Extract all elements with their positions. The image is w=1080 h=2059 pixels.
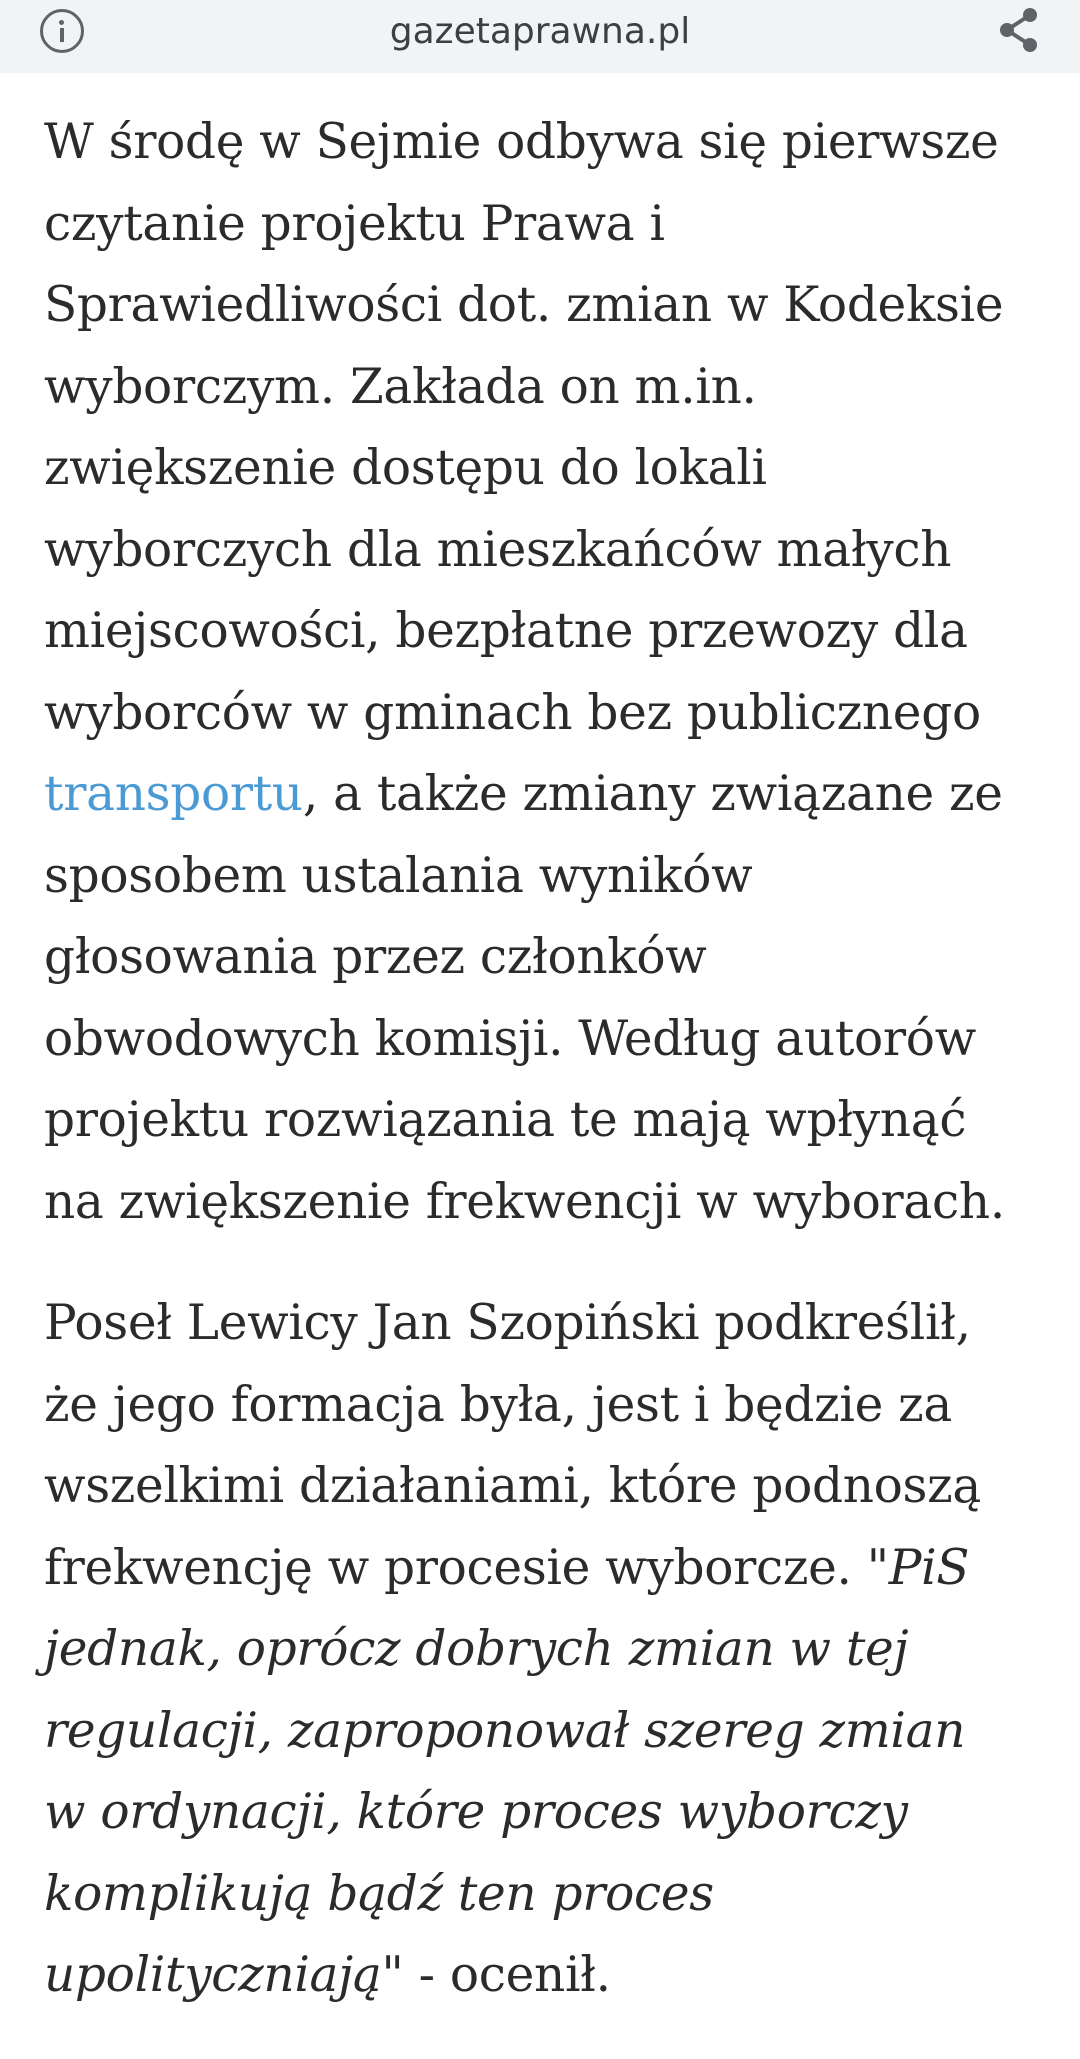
article-body: [44, 102, 1044, 2017]
article-paragraph-1: [44, 102, 1044, 1243]
page-domain[interactable]: gazetaprawna.pl: [389, 11, 691, 52]
share-icon[interactable]: [994, 2, 1046, 58]
text-line: czytanie projektu Prawa i: [44, 195, 665, 252]
article-paragraph-2: [44, 1283, 1044, 2017]
text-line: sposobem ustalania wyników: [44, 847, 753, 904]
quote-line: regulacji, zaproponował szereg zmian: [44, 1702, 966, 1759]
text-line: Poseł Lewicy Jan Szopiński podkreślił,: [44, 1295, 971, 1351]
browser-toolbar: [0, 0, 1080, 73]
text-line: że jego formacja była, jest i będzie za: [44, 1376, 952, 1433]
text-fragment: , a także zmiany związane ze: [302, 766, 1003, 822]
text-line: [44, 1935, 1044, 2017]
quote-fragment: upolityczniają: [44, 1947, 382, 2003]
text-line: obwodowych komisji. Według autorów: [44, 1010, 976, 1067]
text-line: [44, 1528, 1044, 1610]
text-line: wszelkimi działaniami, które podnoszą: [44, 1458, 982, 1514]
quote-line: jednak, oprócz dobrych zmian w tej: [44, 1621, 909, 1677]
quote-line: w ordynacji, które proces wyborczy: [44, 1784, 908, 1840]
text-line: miejscowości, bezpłatne przewozy dla: [44, 603, 968, 659]
text-line: W środę w Sejmie odbywa się pierwsze: [44, 114, 999, 170]
text-fragment: frekwencję w procesie wyborcze. ": [44, 1539, 889, 1596]
text-line: na zwiększenie frekwencji w wyborach.: [44, 1173, 1005, 1230]
text-line: zwiększenie dostępu do lokali: [44, 440, 767, 496]
transport-link[interactable]: transportu: [44, 766, 303, 822]
text-line: projektu rozwiązania te mają wpłynąć: [44, 1092, 967, 1148]
text-line: Sprawiedliwości dot. zmian w Kodeksie: [44, 277, 1004, 333]
text-line: głosowania przez członków: [44, 929, 707, 985]
text-line: wyborczym. Zakłada on m.in.: [44, 358, 757, 415]
text-line: [44, 754, 1044, 836]
quote-line: komplikują bądź ten proces: [44, 1865, 714, 1922]
text-fragment: " - ocenił.: [381, 1947, 611, 2003]
text-line: wyborców w gminach bez publicznego: [44, 684, 981, 741]
quote-fragment: PiS: [888, 1539, 970, 1596]
text-line: wyborczych dla mieszkańców małych: [44, 521, 952, 578]
